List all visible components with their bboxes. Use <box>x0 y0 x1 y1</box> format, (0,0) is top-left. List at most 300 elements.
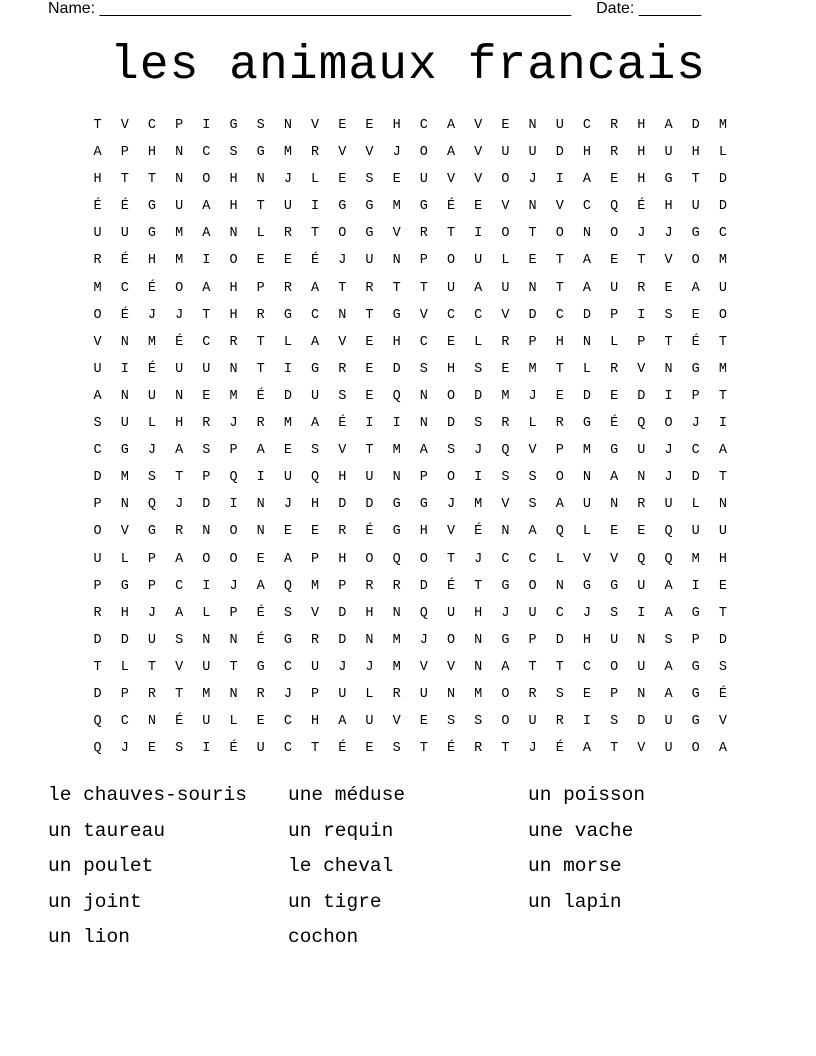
grid-letter[interactable]: T <box>93 118 102 133</box>
grid-letter[interactable]: E <box>474 199 483 215</box>
grid-letter[interactable]: N <box>392 605 401 621</box>
grid-letter[interactable]: A <box>283 551 292 567</box>
grid-letter[interactable]: A <box>419 443 428 459</box>
grid-letter[interactable]: E <box>446 334 456 350</box>
grid-letter[interactable]: L <box>229 714 238 730</box>
grid-letter[interactable]: U <box>501 145 510 161</box>
grid-letter[interactable]: Q <box>283 578 292 594</box>
grid-letter[interactable]: P <box>311 551 320 567</box>
grid-letter[interactable]: N <box>610 497 619 513</box>
grid-letter[interactable]: U <box>582 497 592 513</box>
grid-letter[interactable]: D <box>93 632 102 648</box>
grid-letter[interactable]: A <box>582 280 592 296</box>
grid-letter[interactable]: G <box>582 578 592 594</box>
grid-letter[interactable]: O <box>202 551 211 567</box>
grid-letter[interactable]: T <box>528 226 537 242</box>
grid-letter[interactable]: T <box>256 199 265 215</box>
grid-letter[interactable]: E <box>501 118 510 133</box>
grid-letter[interactable]: N <box>664 361 673 377</box>
grid-letter[interactable]: V <box>120 524 129 540</box>
grid-letter[interactable]: M <box>283 145 292 161</box>
grid-letter[interactable]: A <box>582 172 592 188</box>
grid-letter[interactable]: R <box>528 686 537 702</box>
grid-letter[interactable]: G <box>691 361 700 377</box>
grid-letter[interactable]: P <box>691 388 700 404</box>
grid-letter[interactable]: J <box>446 497 456 513</box>
grid-letter[interactable]: M <box>582 443 592 459</box>
grid-letter[interactable]: J <box>229 578 238 594</box>
grid-letter[interactable]: S <box>446 714 456 730</box>
grid-letter[interactable]: E <box>338 172 347 188</box>
grid-letter[interactable]: G <box>256 145 265 161</box>
grid-letter[interactable]: N <box>120 388 129 404</box>
grid-letter[interactable]: É <box>120 199 129 215</box>
grid-letter[interactable]: N <box>474 659 483 675</box>
grid-letter[interactable]: S <box>610 714 619 730</box>
grid-letter[interactable]: H <box>147 253 157 269</box>
grid-letter[interactable]: A <box>664 578 673 594</box>
grid-letter[interactable]: H <box>446 361 456 377</box>
grid-letter[interactable]: U <box>446 605 456 621</box>
grid-letter[interactable]: O <box>446 470 456 486</box>
grid-letter[interactable]: É <box>446 199 456 215</box>
grid-letter[interactable]: U <box>691 524 700 540</box>
grid-letter[interactable]: N <box>256 497 265 513</box>
grid-letter[interactable]: S <box>474 714 483 730</box>
grid-letter[interactable]: R <box>555 714 564 730</box>
grid-letter[interactable]: E <box>718 578 727 594</box>
grid-letter[interactable]: U <box>175 199 184 215</box>
grid-letter[interactable]: E <box>365 118 374 133</box>
grid-letter[interactable]: O <box>501 686 510 702</box>
grid-letter[interactable]: C <box>202 145 211 161</box>
grid-letter[interactable]: P <box>610 307 619 323</box>
grid-letter[interactable]: M <box>147 334 157 350</box>
grid-letter[interactable]: A <box>474 280 483 296</box>
grid-letter[interactable]: C <box>175 578 184 594</box>
grid-letter[interactable]: A <box>446 145 456 161</box>
grid-letter[interactable]: S <box>365 172 374 188</box>
grid-letter[interactable]: U <box>555 118 564 133</box>
grid-letter[interactable]: J <box>474 551 483 567</box>
grid-letter[interactable]: J <box>501 605 510 621</box>
grid-letter[interactable]: M <box>474 686 483 702</box>
grid-letter[interactable]: D <box>392 361 401 377</box>
grid-letter[interactable]: U <box>311 659 320 675</box>
grid-letter[interactable]: D <box>338 605 347 621</box>
grid-letter[interactable]: T <box>446 226 456 242</box>
grid-letter[interactable]: M <box>691 551 700 567</box>
grid-letter[interactable]: I <box>474 226 483 242</box>
grid-letter[interactable]: N <box>637 470 646 486</box>
grid-letter[interactable]: M <box>718 118 727 133</box>
grid-letter[interactable]: T <box>610 741 619 757</box>
grid-letter[interactable]: U <box>283 199 292 215</box>
grid-letter[interactable]: G <box>582 416 592 432</box>
grid-letter[interactable]: J <box>120 741 129 757</box>
grid-letter[interactable]: U <box>93 361 102 377</box>
grid-letter[interactable]: U <box>610 632 619 648</box>
grid-letter[interactable]: I <box>202 253 211 269</box>
grid-letter[interactable]: D <box>718 632 727 648</box>
grid-letter[interactable]: I <box>691 578 700 594</box>
grid-letter[interactable]: A <box>311 416 320 432</box>
grid-letter[interactable]: H <box>691 145 700 161</box>
grid-letter[interactable]: L <box>365 686 374 702</box>
grid-letter[interactable]: J <box>582 605 592 621</box>
grid-letter[interactable]: E <box>501 361 510 377</box>
grid-letter[interactable]: M <box>528 361 537 377</box>
grid-letter[interactable]: M <box>283 416 292 432</box>
grid-letter[interactable]: A <box>718 741 727 757</box>
grid-letter[interactable]: T <box>718 388 727 404</box>
grid-letter[interactable]: N <box>446 686 456 702</box>
grid-letter[interactable]: I <box>256 470 265 486</box>
grid-letter[interactable]: R <box>229 334 238 350</box>
grid-letter[interactable]: É <box>365 524 374 540</box>
grid-letter[interactable]: R <box>283 226 292 242</box>
grid-letter[interactable]: É <box>147 280 157 296</box>
grid-letter[interactable]: U <box>691 199 700 215</box>
grid-letter[interactable]: A <box>175 443 184 459</box>
grid-letter[interactable]: U <box>446 280 456 296</box>
grid-letter[interactable]: U <box>637 659 646 675</box>
grid-letter[interactable]: D <box>637 714 646 730</box>
grid-letter[interactable]: H <box>311 714 320 730</box>
grid-letter[interactable]: E <box>365 388 374 404</box>
grid-letter[interactable]: T <box>93 659 102 675</box>
grid-letter[interactable]: U <box>120 226 129 242</box>
grid-letter[interactable]: E <box>637 524 646 540</box>
grid-letter[interactable]: G <box>120 443 129 459</box>
grid-letter[interactable]: R <box>637 497 646 513</box>
grid-letter[interactable]: O <box>528 578 537 594</box>
grid-letter[interactable]: S <box>528 497 537 513</box>
grid-letter[interactable]: J <box>528 388 537 404</box>
grid-letter[interactable]: M <box>202 686 211 702</box>
grid-letter[interactable]: R <box>338 361 347 377</box>
grid-letter[interactable]: T <box>555 361 564 377</box>
grid-letter[interactable]: O <box>93 524 102 540</box>
grid-letter[interactable]: V <box>93 334 102 350</box>
grid-letter[interactable]: J <box>283 497 292 513</box>
grid-letter[interactable]: J <box>365 659 374 675</box>
grid-letter[interactable]: M <box>501 388 510 404</box>
grid-letter[interactable]: S <box>610 605 619 621</box>
grid-letter[interactable]: C <box>283 714 292 730</box>
grid-letter[interactable]: N <box>229 632 238 648</box>
grid-letter[interactable]: P <box>175 118 184 133</box>
date-blank[interactable]: _______ <box>638 0 702 17</box>
grid-letter[interactable]: A <box>93 388 102 404</box>
grid-letter[interactable]: E <box>256 551 265 567</box>
grid-letter[interactable]: O <box>175 280 184 296</box>
grid-letter[interactable]: U <box>256 741 265 757</box>
grid-letter[interactable]: G <box>691 605 700 621</box>
grid-letter[interactable]: P <box>311 686 320 702</box>
grid-letter[interactable]: N <box>718 497 727 513</box>
grid-letter[interactable]: U <box>338 686 347 702</box>
grid-letter[interactable]: C <box>555 605 564 621</box>
grid-letter[interactable]: E <box>419 714 428 730</box>
grid-letter[interactable]: Q <box>392 388 401 404</box>
grid-letter[interactable]: U <box>664 741 673 757</box>
grid-letter[interactable]: C <box>120 280 129 296</box>
grid-letter[interactable]: L <box>474 334 483 350</box>
grid-letter[interactable]: E <box>610 172 619 188</box>
grid-letter[interactable]: E <box>582 686 592 702</box>
grid-letter[interactable]: L <box>147 416 157 432</box>
grid-letter[interactable]: N <box>555 578 564 594</box>
grid-letter[interactable]: S <box>528 470 537 486</box>
grid-letter[interactable]: A <box>446 118 456 133</box>
grid-letter[interactable]: R <box>474 741 483 757</box>
grid-letter[interactable]: É <box>229 741 238 757</box>
grid-letter[interactable]: I <box>202 741 211 757</box>
grid-letter[interactable]: P <box>419 253 428 269</box>
grid-letter[interactable]: Q <box>392 551 401 567</box>
grid-letter[interactable]: A <box>664 659 673 675</box>
grid-letter[interactable]: P <box>610 686 619 702</box>
grid-letter[interactable]: L <box>120 551 129 567</box>
grid-letter[interactable]: P <box>528 632 537 648</box>
grid-letter[interactable]: C <box>283 659 292 675</box>
grid-letter[interactable]: E <box>256 253 265 269</box>
grid-letter[interactable]: G <box>419 497 428 513</box>
grid-letter[interactable]: H <box>93 172 102 188</box>
grid-letter[interactable]: N <box>582 470 592 486</box>
grid-letter[interactable]: T <box>637 253 646 269</box>
grid-letter[interactable]: T <box>446 551 456 567</box>
grid-letter[interactable]: Q <box>555 524 564 540</box>
grid-letter[interactable]: J <box>392 145 401 161</box>
grid-letter[interactable]: S <box>392 741 401 757</box>
grid-letter[interactable]: Q <box>311 470 320 486</box>
grid-letter[interactable]: É <box>338 416 347 432</box>
grid-letter[interactable]: H <box>120 605 129 621</box>
grid-letter[interactable]: U <box>175 361 184 377</box>
grid-letter[interactable]: I <box>392 416 401 432</box>
grid-letter[interactable]: I <box>474 470 483 486</box>
grid-letter[interactable]: G <box>147 226 157 242</box>
grid-letter[interactable]: C <box>474 307 483 323</box>
grid-letter[interactable]: I <box>311 199 320 215</box>
grid-letter[interactable]: H <box>175 416 184 432</box>
grid-letter[interactable]: S <box>229 145 238 161</box>
grid-letter[interactable]: O <box>610 659 619 675</box>
grid-letter[interactable]: N <box>229 226 238 242</box>
grid-letter[interactable]: C <box>93 443 102 459</box>
grid-letter[interactable]: U <box>365 253 374 269</box>
grid-letter[interactable]: P <box>637 334 646 350</box>
grid-letter[interactable]: T <box>338 280 347 296</box>
grid-letter[interactable]: T <box>664 334 673 350</box>
grid-letter[interactable]: V <box>474 145 483 161</box>
grid-letter[interactable]: A <box>202 199 211 215</box>
grid-letter[interactable]: J <box>419 632 428 648</box>
grid-letter[interactable]: L <box>283 334 292 350</box>
grid-letter[interactable]: O <box>365 551 374 567</box>
grid-letter[interactable]: M <box>175 253 184 269</box>
grid-letter[interactable]: N <box>365 632 374 648</box>
grid-letter[interactable]: É <box>256 632 265 648</box>
grid-letter[interactable]: É <box>175 334 184 350</box>
grid-letter[interactable]: U <box>365 714 374 730</box>
grid-letter[interactable]: R <box>555 416 564 432</box>
grid-letter[interactable]: S <box>256 118 265 133</box>
grid-letter[interactable]: V <box>338 145 347 161</box>
grid-letter[interactable]: P <box>120 686 129 702</box>
grid-letter[interactable]: T <box>365 443 374 459</box>
grid-letter[interactable]: T <box>202 307 211 323</box>
grid-letter[interactable]: I <box>120 361 129 377</box>
grid-letter[interactable]: H <box>229 199 238 215</box>
grid-letter[interactable]: T <box>229 659 238 675</box>
grid-letter[interactable]: G <box>501 632 510 648</box>
grid-letter[interactable]: A <box>528 524 537 540</box>
grid-letter[interactable]: V <box>637 361 646 377</box>
grid-letter[interactable]: D <box>691 118 700 133</box>
grid-letter[interactable]: É <box>555 741 564 757</box>
grid-letter[interactable]: E <box>311 524 320 540</box>
grid-letter[interactable]: É <box>311 253 320 269</box>
grid-letter[interactable]: U <box>718 524 727 540</box>
grid-letter[interactable]: C <box>419 334 428 350</box>
grid-letter[interactable]: V <box>446 172 456 188</box>
grid-letter[interactable]: E <box>691 307 700 323</box>
grid-letter[interactable]: V <box>419 659 428 675</box>
grid-letter[interactable]: N <box>283 118 292 133</box>
grid-letter[interactable]: N <box>256 172 265 188</box>
grid-letter[interactable]: U <box>93 551 102 567</box>
grid-letter[interactable]: J <box>147 605 157 621</box>
grid-letter[interactable]: V <box>392 714 401 730</box>
grid-letter[interactable]: G <box>392 497 401 513</box>
grid-letter[interactable]: N <box>501 524 510 540</box>
grid-letter[interactable]: U <box>147 632 157 648</box>
grid-letter[interactable]: V <box>501 307 510 323</box>
grid-letter[interactable]: U <box>419 172 428 188</box>
grid-letter[interactable]: R <box>610 145 619 161</box>
grid-letter[interactable]: A <box>338 714 347 730</box>
grid-letter[interactable]: Q <box>501 443 510 459</box>
grid-letter[interactable]: A <box>664 686 673 702</box>
grid-letter[interactable]: V <box>664 253 673 269</box>
grid-letter[interactable]: M <box>120 470 129 486</box>
grid-letter[interactable]: O <box>93 307 102 323</box>
grid-letter[interactable]: V <box>474 172 483 188</box>
grid-letter[interactable]: G <box>283 307 292 323</box>
grid-letter[interactable]: M <box>392 199 401 215</box>
grid-letter[interactable]: É <box>120 253 129 269</box>
grid-letter[interactable]: Q <box>664 551 673 567</box>
grid-letter[interactable]: U <box>365 470 374 486</box>
grid-letter[interactable]: T <box>147 172 157 188</box>
grid-letter[interactable]: O <box>555 226 564 242</box>
grid-letter[interactable]: G <box>610 443 619 459</box>
grid-letter[interactable]: C <box>582 659 592 675</box>
grid-letter[interactable]: R <box>392 686 401 702</box>
grid-letter[interactable]: G <box>664 172 673 188</box>
grid-letter[interactable]: Q <box>664 524 673 540</box>
grid-letter[interactable]: R <box>365 578 374 594</box>
grid-letter[interactable]: D <box>120 632 129 648</box>
grid-letter[interactable]: P <box>338 578 347 594</box>
grid-letter[interactable]: E <box>610 253 619 269</box>
grid-letter[interactable]: C <box>120 714 129 730</box>
grid-letter[interactable]: U <box>664 714 673 730</box>
grid-letter[interactable]: J <box>664 226 673 242</box>
grid-letter[interactable]: G <box>691 714 700 730</box>
grid-letter[interactable]: L <box>528 416 537 432</box>
grid-letter[interactable]: H <box>229 172 238 188</box>
grid-letter[interactable]: V <box>120 118 129 133</box>
grid-letter[interactable]: I <box>637 605 646 621</box>
grid-letter[interactable]: L <box>610 334 619 350</box>
grid-letter[interactable]: D <box>637 388 646 404</box>
grid-letter[interactable]: I <box>718 416 727 432</box>
grid-letter[interactable]: R <box>365 280 374 296</box>
grid-letter[interactable]: J <box>229 416 238 432</box>
grid-letter[interactable]: N <box>175 145 184 161</box>
grid-letter[interactable]: U <box>147 388 157 404</box>
grid-letter[interactable]: D <box>474 388 483 404</box>
grid-letter[interactable]: S <box>338 388 347 404</box>
grid-letter[interactable]: L <box>718 145 727 161</box>
grid-letter[interactable]: É <box>147 361 157 377</box>
grid-letter[interactable]: U <box>718 280 727 296</box>
grid-letter[interactable]: D <box>202 497 211 513</box>
grid-letter[interactable]: G <box>610 578 619 594</box>
grid-letter[interactable]: H <box>338 551 347 567</box>
grid-letter[interactable]: D <box>555 632 564 648</box>
grid-letter[interactable]: A <box>691 280 700 296</box>
grid-letter[interactable]: O <box>501 172 510 188</box>
grid-letter[interactable]: C <box>283 741 292 757</box>
grid-letter[interactable]: O <box>229 551 238 567</box>
grid-letter[interactable]: J <box>283 172 292 188</box>
grid-letter[interactable]: D <box>338 632 347 648</box>
grid-letter[interactable]: E <box>283 524 292 540</box>
grid-letter[interactable]: S <box>718 659 727 675</box>
grid-letter[interactable]: R <box>610 118 619 133</box>
grid-letter[interactable]: V <box>501 497 510 513</box>
grid-letter[interactable]: M <box>229 388 238 404</box>
grid-letter[interactable]: R <box>392 578 401 594</box>
grid-letter[interactable]: É <box>637 199 646 215</box>
grid-letter[interactable]: V <box>446 524 456 540</box>
grid-letter[interactable]: P <box>93 578 102 594</box>
grid-letter[interactable]: R <box>637 280 646 296</box>
grid-letter[interactable]: V <box>392 226 401 242</box>
grid-letter[interactable]: U <box>474 253 483 269</box>
grid-letter[interactable]: N <box>637 686 646 702</box>
grid-letter[interactable]: H <box>555 334 564 350</box>
grid-letter[interactable]: J <box>338 659 347 675</box>
grid-letter[interactable]: D <box>419 578 428 594</box>
grid-letter[interactable]: T <box>175 470 184 486</box>
grid-letter[interactable]: E <box>365 334 374 350</box>
grid-letter[interactable]: S <box>474 416 483 432</box>
grid-letter[interactable]: V <box>338 334 347 350</box>
grid-letter[interactable]: T <box>175 686 184 702</box>
grid-letter[interactable]: A <box>501 659 510 675</box>
grid-letter[interactable]: D <box>446 416 456 432</box>
grid-letter[interactable]: M <box>392 659 401 675</box>
grid-letter[interactable]: D <box>582 388 592 404</box>
grid-letter[interactable]: N <box>582 226 592 242</box>
grid-letter[interactable]: H <box>582 145 592 161</box>
